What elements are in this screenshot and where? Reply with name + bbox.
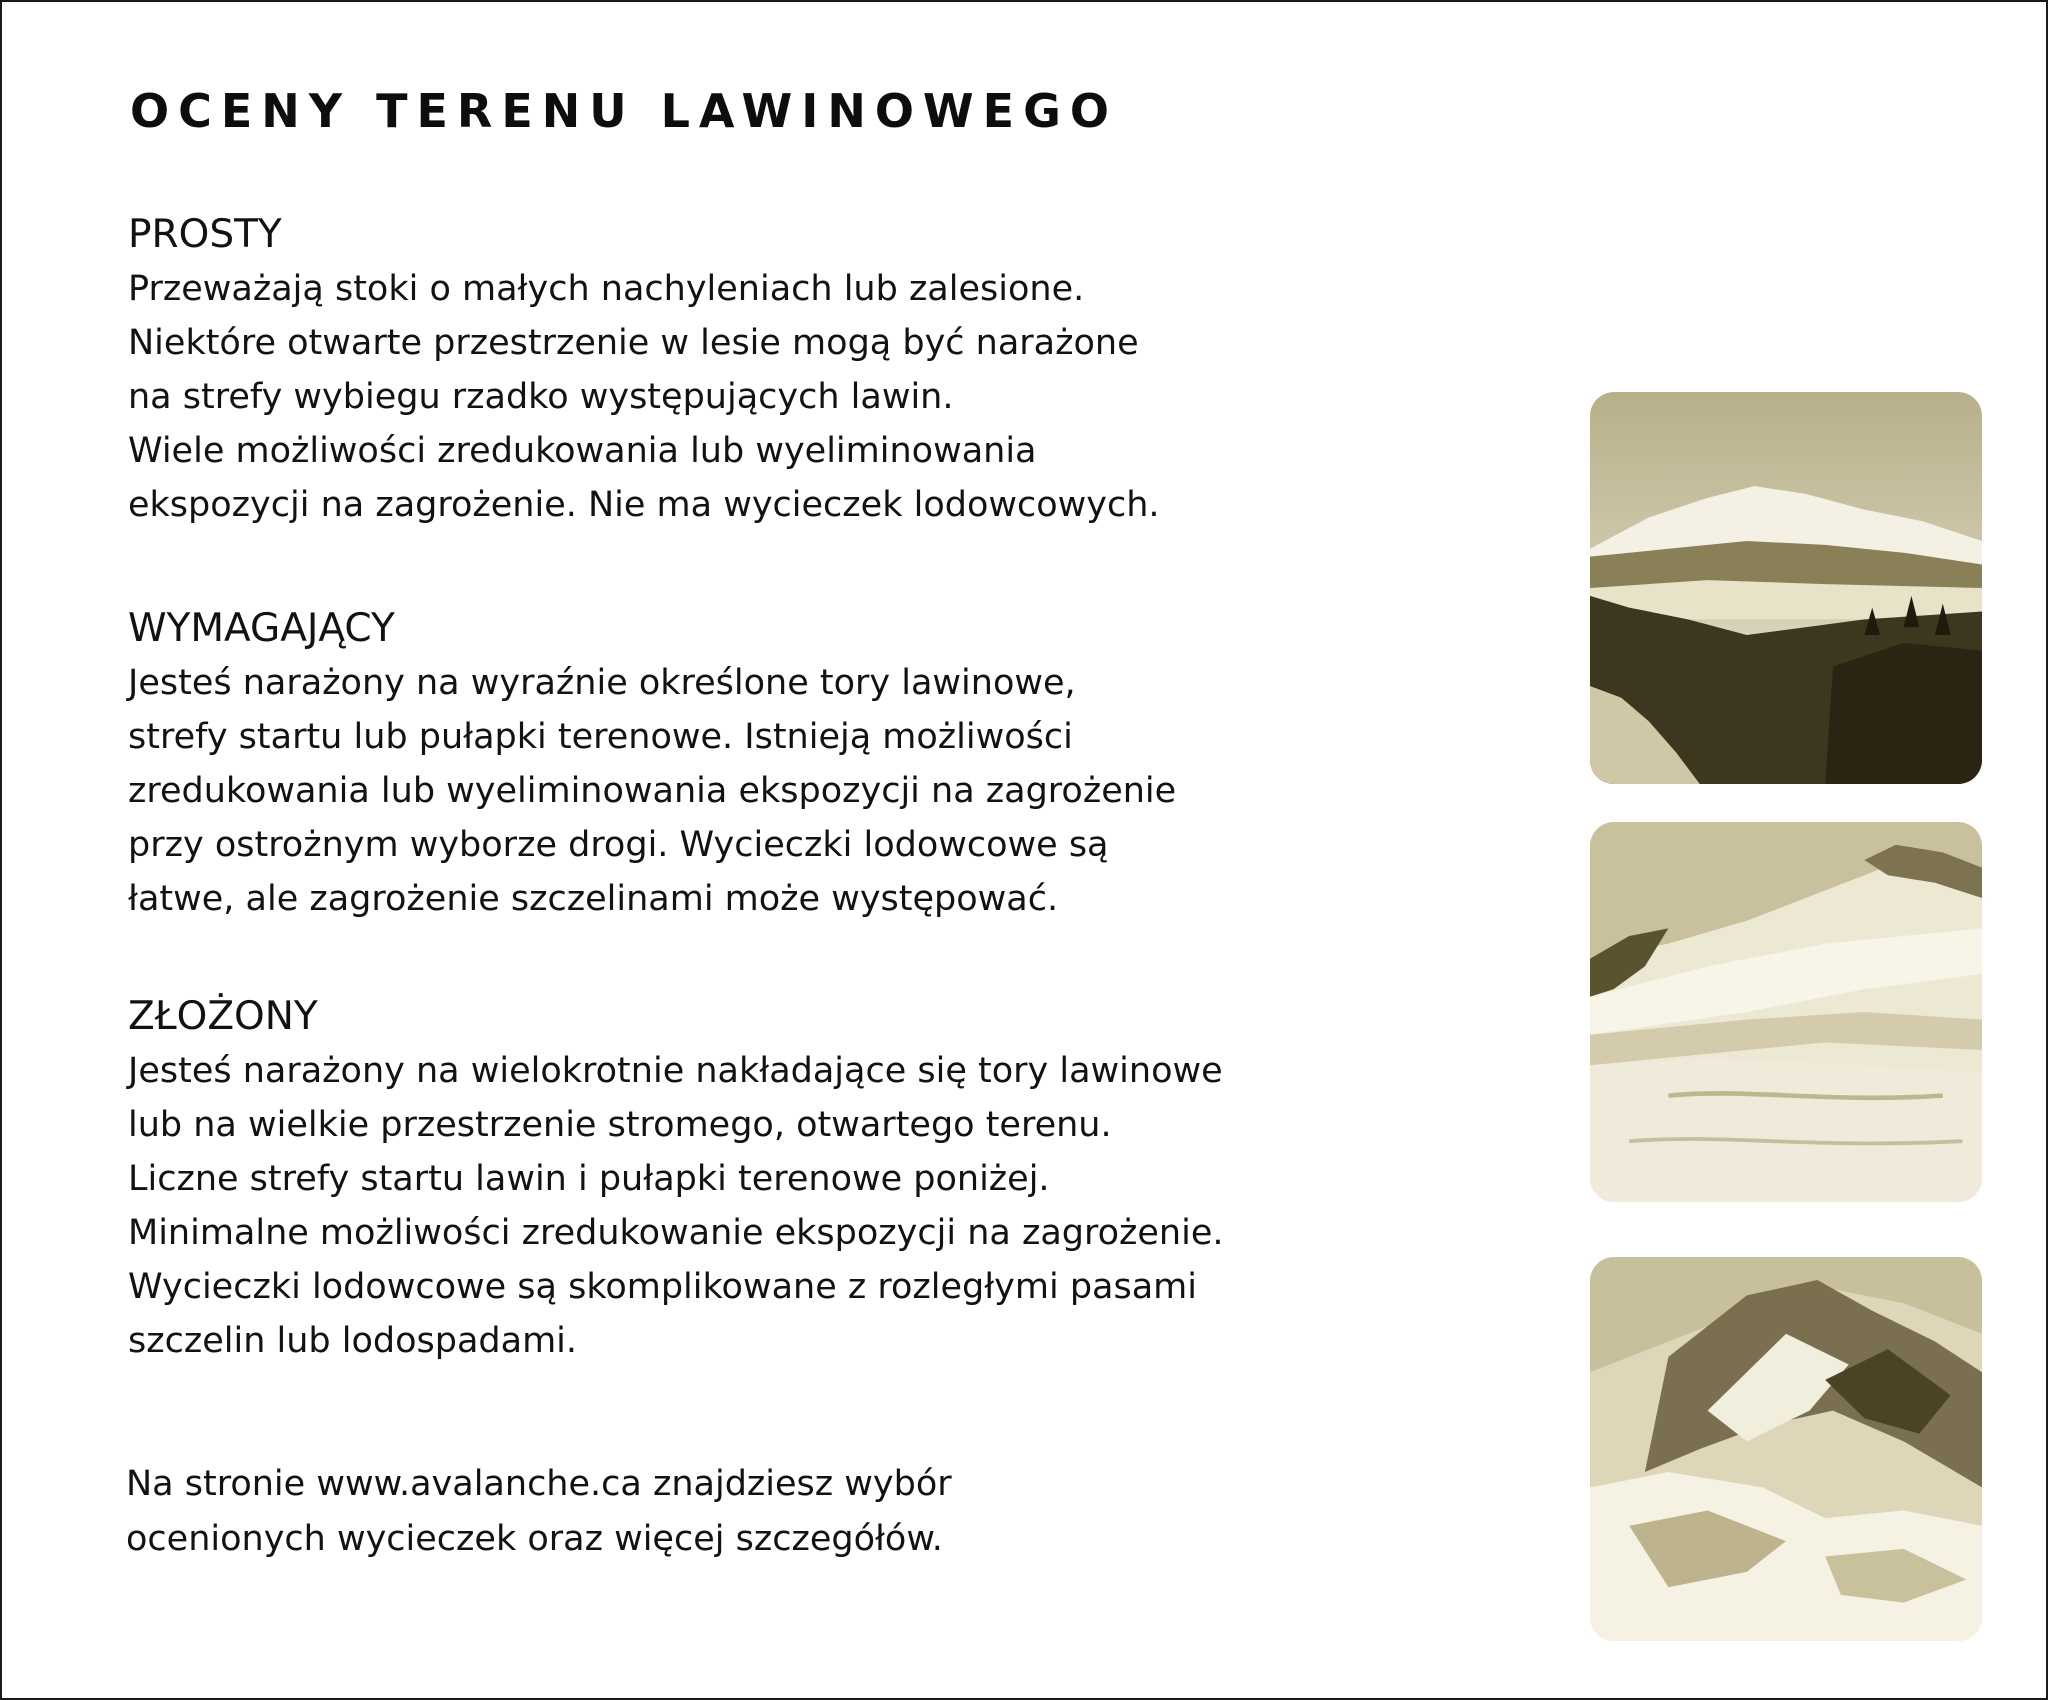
section-text-line: szczelin lub lodospadami. [128, 1321, 578, 1361]
section-prosty [128, 208, 1160, 532]
footer-line-1 [126, 1457, 952, 1512]
section-text-line: Jesteś narażony na wyraźnie określone tory lawinowe, [128, 663, 1076, 703]
avalanche-link[interactable]: www.avalanche.ca [316, 1464, 642, 1504]
section-text-line: Przeważają stoki o małych nachyleniach lub zalesione. [128, 269, 1085, 309]
section-text-line: zredukowania lub wyeliminowania ekspozycji na zagrożenie [128, 771, 1177, 811]
footer-note [126, 1457, 952, 1567]
section-text-line: strefy startu lub pułapki terenowe. Istnieją możliwości [128, 717, 1073, 757]
section-heading: PROSTY [128, 212, 282, 257]
section-text-line: Jesteś narażony na wielokrotnie nakładające się tory lawinowe [128, 1051, 1223, 1091]
footer-prefix: Na stronie [126, 1464, 317, 1504]
section-text-line: Niektóre otwarte przestrzenie w lesie mogą być narażone [128, 323, 1139, 363]
section-text-line: Liczne strefy startu lawin i pułapki terenowe poniżej. [128, 1159, 1050, 1199]
page-title: OCENY TERENU LAWINOWEGO [130, 84, 1118, 138]
section-text-line: Wycieczki lodowcowe są skomplikowane z rozległymi pasami [128, 1267, 1198, 1307]
complex-terrain-photo [1590, 1257, 1982, 1641]
section-text-line: łatwe, ale zagrożenie szczelinami może występować. [128, 879, 1059, 919]
section-heading: WYMAGAJĄCY [128, 606, 395, 651]
challenging-terrain-photo [1590, 822, 1982, 1202]
section-heading: ZŁOŻONY [128, 994, 318, 1039]
footer-suffix: znajdziesz wybór [641, 1464, 952, 1504]
section-text-line: lub na wielkie przestrzenie stromego, otwartego terenu. [128, 1105, 1112, 1145]
footer-line-2: ocenionych wycieczek oraz więcej szczegółów. [126, 1519, 943, 1559]
section-text-line: Minimalne możliwości zredukowanie ekspozycji na zagrożenie. [128, 1213, 1224, 1253]
section-text-line: ekspozycji na zagrożenie. Nie ma wycieczek lodowcowych. [128, 485, 1160, 525]
section-wymagajacy [128, 602, 1176, 926]
section-text-line: Wiele możliwości zredukowania lub wyeliminowania [128, 431, 1037, 471]
section-zlozony [128, 990, 1224, 1368]
simple-terrain-photo [1590, 392, 1982, 784]
section-text-line: przy ostrożnym wyborze drogi. Wycieczki lodowcowe są [128, 825, 1109, 865]
section-text-line: na strefy wybiegu rzadko występujących lawin. [128, 377, 954, 417]
